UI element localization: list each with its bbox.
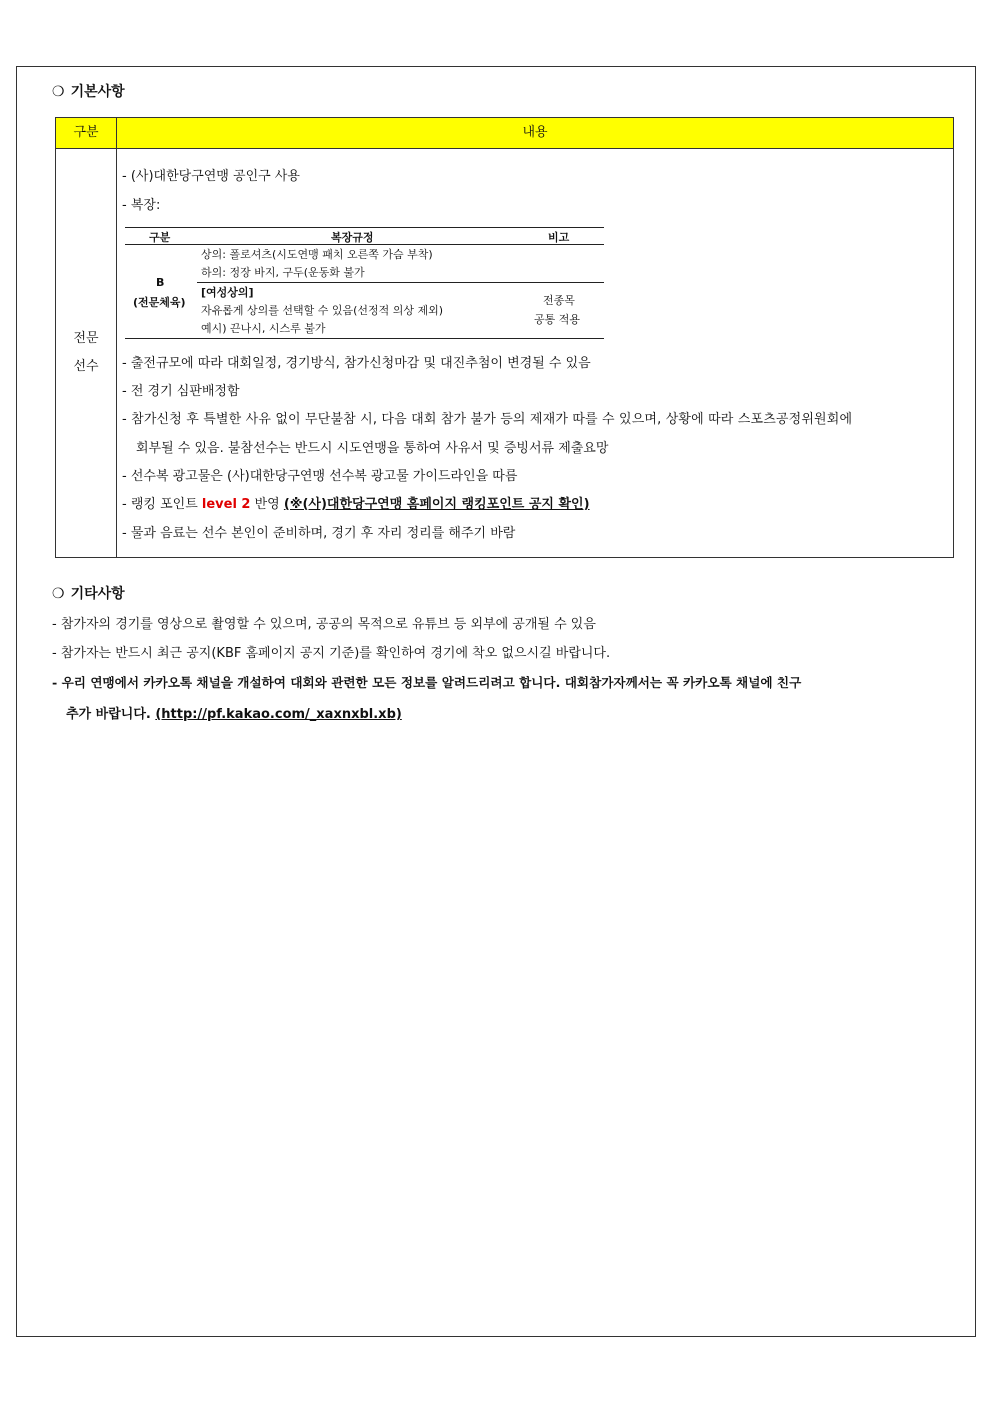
item-water: - 물과 음료는 선수 본인이 준비하며, 경기 후 자리 정리를 해주기 바람 [122, 526, 516, 541]
item-schedule: - 출전규모에 따라 대회일정, 경기방식, 참가신청마감 및 대진추첨이 변경될 수 있음 [122, 356, 591, 371]
row-label-pro-player [56, 149, 116, 557]
header-category: 구분 [73, 125, 99, 140]
dress-women-example: 예시) 끈나시, 시스루 불가 [201, 322, 326, 335]
dress-bottom: 하의: 정장 바지, 구두(운동화 불가 [201, 266, 365, 279]
dress-header-rule: 복장규정 [331, 231, 374, 244]
basic-info-table [55, 117, 954, 558]
dress-rule-mid [197, 282, 604, 283]
other-line-notice: - 참가자는 반드시 최근 공지(KBF 홈페이지 공지 기준)를 확인하여 경기에 착오 없으시길 바랍니다. [52, 646, 611, 661]
ranking-prefix: - 랭킹 포인트 [122, 497, 198, 512]
dress-header-category: 구분 [149, 231, 171, 244]
item-penalty-2: 회부될 수 있음. 불참선수는 반드시 시도연맹을 통하여 사유서 및 증빙서류 제출요망 [136, 441, 609, 456]
section-other-title-text: 기타사항 [70, 586, 125, 602]
kakao-url-link[interactable]: (http://pf.kakao.com/_xaxnxbl.xb) [155, 707, 402, 722]
item-advert: - 선수복 광고물은 (사)대한당구연맹 선수복 광고물 가이드라인을 따름 [122, 469, 518, 484]
item-official-ball: - (사)대한당구연맹 공인구 사용 [122, 169, 300, 184]
dress-grade-sub: (전문체육) [133, 296, 186, 309]
dress-top: 상의: 폴로셔츠(시도연맹 패치 오른쪽 가슴 부착) [201, 248, 433, 261]
dress-code-table [125, 227, 604, 344]
item-referee: - 전 경기 심판배정함 [122, 384, 240, 399]
item-dress-intro: - 복장: [122, 198, 161, 213]
dress-women-desc: 자유롭게 상의를 선택할 수 있음(선정적 의상 제외) [201, 304, 444, 317]
ranking-note-link[interactable]: (※(사)대한당구연맹 홈페이지 랭킹포인트 공지 확인) [283, 497, 590, 512]
section-other-title [52, 583, 125, 603]
row-label-line-2: 선수 [73, 359, 99, 374]
item-ranking [122, 493, 590, 512]
dress-note-2: 공통 적용 [534, 313, 581, 326]
column-divider [116, 118, 117, 557]
item-penalty-1: - 참가신청 후 특별한 사유 없이 무단불참 시, 다음 대회 참가 불가 등의 제재가 따를 수 있으며, 상황에 따라 스포츠공정위원회에 [122, 412, 853, 427]
row-label-line-1: 전문 [73, 331, 99, 346]
section-basic-title [52, 81, 125, 101]
dress-rule-bottom [125, 338, 604, 339]
dress-grade: B [156, 276, 165, 289]
section-basic-title-text: 기본사항 [70, 84, 125, 100]
circle-bullet-icon: ❍ [52, 586, 65, 602]
dress-rule-top [125, 227, 604, 228]
ranking-level: level 2 [201, 497, 251, 512]
table-header-row [56, 118, 953, 149]
dress-header-note: 비고 [548, 231, 570, 244]
kakao-prefix: 추가 바랍니다. [66, 707, 151, 722]
header-content: 내용 [522, 125, 548, 140]
other-line-video: - 참가자의 경기를 영상으로 촬영할 수 있으며, 공공의 목적으로 유튜브 등 외부에 공개될 수 있음 [52, 617, 596, 632]
dress-note-1: 전종목 [543, 294, 575, 307]
other-line-kakao-1: - 우리 연맹에서 카카오톡 채널을 개설하여 대회와 관련한 모든 정보를 알려드리려고 합니다. 대회참가자께서는 꼭 카카오톡 채널에 친구 [52, 675, 802, 690]
dress-women-title: [여성상의] [201, 286, 254, 299]
circle-bullet-icon: ❍ [52, 84, 65, 100]
dress-rule-header [125, 244, 604, 245]
ranking-mid: 반영 [254, 497, 280, 512]
other-line-kakao-2 [66, 703, 402, 722]
